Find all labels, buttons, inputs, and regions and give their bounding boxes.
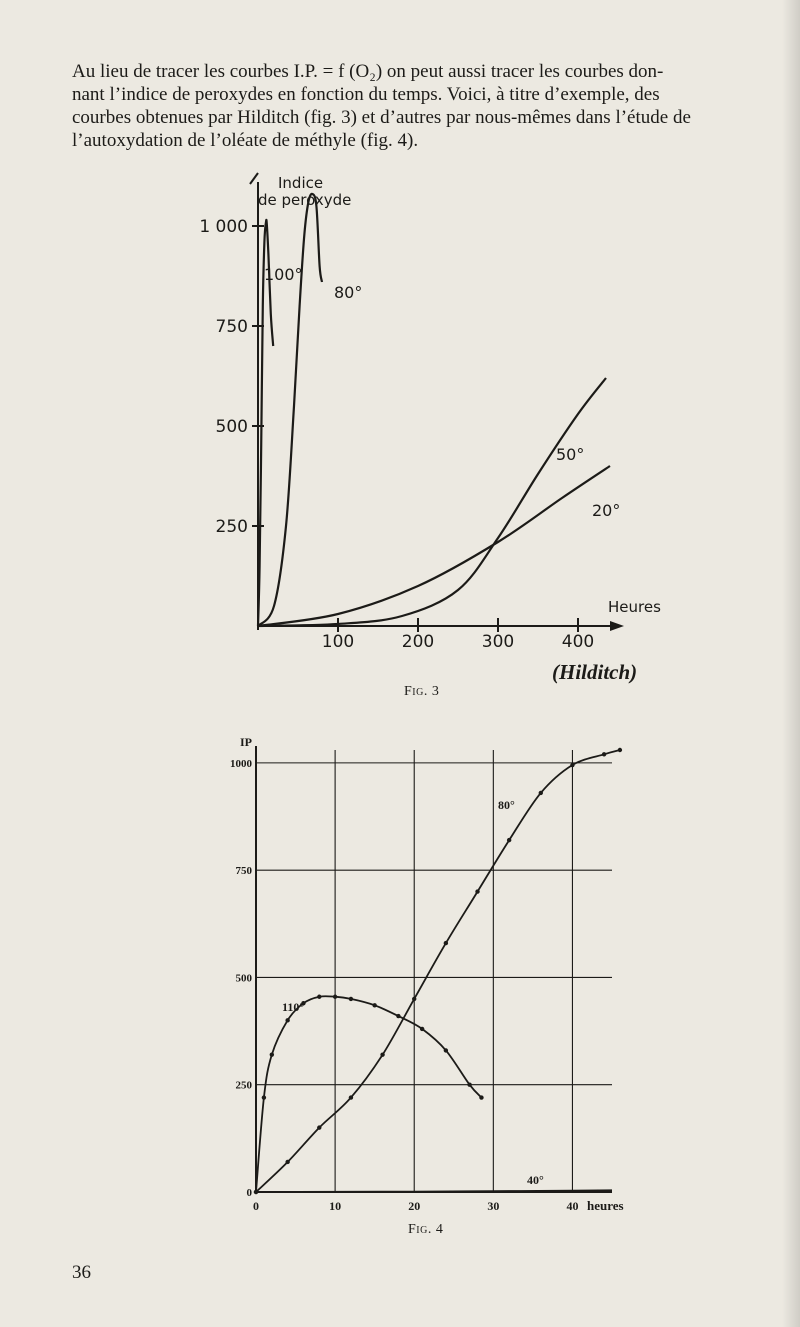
body-paragraph (72, 60, 762, 152)
x-axis-label: Heures (608, 598, 661, 616)
y-tick-label: 750 (215, 317, 248, 337)
x-tick-label: 200 (401, 632, 435, 652)
data-point (444, 941, 448, 945)
series-line-50deg (258, 378, 606, 626)
x-axis-label: heures (587, 1198, 624, 1213)
data-point (420, 1027, 424, 1031)
series-label: 110° (282, 1000, 305, 1014)
y-axis-label: de peroxyde (258, 191, 352, 209)
y-tick-label: 250 (235, 1079, 252, 1092)
y-tick-label: 1 000 (199, 217, 248, 237)
data-point (467, 1083, 471, 1087)
data-point (372, 1003, 376, 1007)
data-point (412, 997, 416, 1001)
x-tick-label: 40 (566, 1199, 579, 1213)
series-label: 40° (527, 1173, 544, 1187)
x-axis-arrow (610, 621, 624, 631)
y-tick-label: 0 (246, 1187, 252, 1199)
y-axis-label: Indice (278, 174, 324, 192)
data-point (507, 838, 511, 842)
series-line-110deg (256, 996, 482, 1192)
x-tick-label: 400 (561, 632, 595, 652)
data-point (602, 752, 606, 756)
y-tick-label: 500 (235, 972, 252, 985)
data-point (349, 997, 353, 1001)
data-point (262, 1095, 266, 1099)
y-axis-label: IP (240, 735, 252, 749)
data-point (349, 1095, 353, 1099)
data-point (618, 748, 622, 752)
figure-4-chart (0, 728, 800, 1228)
data-point (317, 995, 321, 999)
y-tick-label: 1000 (230, 757, 252, 770)
page-number: 36 (72, 1262, 91, 1283)
series-label: 100° (264, 265, 303, 284)
figure-3-caption: Fig. 3 (404, 684, 440, 699)
y-tick-label: 500 (215, 417, 248, 437)
data-point (380, 1052, 384, 1056)
figure-3-chart (0, 170, 800, 690)
paragraph-line: Au lieu de tracer les courbes I.P. = f (O₂) on peut aussi tracer les courbes don- (72, 61, 664, 82)
series-line-20deg (258, 466, 610, 626)
paragraph-line: courbes obtenues par Hilditch (fig. 3) et d’autres par nous-mêmes dans l’étude de (72, 107, 691, 128)
series-label: 80° (498, 798, 515, 812)
x-tick-label: 20 (408, 1199, 421, 1213)
y-axis-arrow (250, 173, 258, 184)
data-point (444, 1048, 448, 1052)
paragraph-line: nant l’indice de peroxydes en fonction du temps. Voici, à titre d’exemple, des (72, 84, 660, 105)
x-tick-label: 10 (329, 1199, 342, 1213)
data-point (285, 1160, 289, 1164)
data-point (479, 1095, 483, 1099)
data-point (317, 1125, 321, 1129)
figure-4-caption: Fig. 4 (408, 1222, 444, 1237)
y-tick-label: 750 (235, 865, 252, 878)
data-point (539, 791, 543, 795)
paragraph-line: l’autoxydation de l’oléate de méthyle (fig. 4). (72, 130, 419, 151)
data-point (396, 1014, 400, 1018)
x-tick-label: 300 (481, 632, 515, 652)
x-tick-label: 30 (487, 1199, 500, 1213)
x-tick-label: 100 (321, 632, 355, 652)
x-tick-label: 0 (253, 1199, 259, 1213)
source-note: (Hilditch) (552, 660, 638, 684)
series-line-80deg (256, 750, 620, 1192)
data-point (285, 1018, 289, 1022)
data-point (570, 763, 574, 767)
y-tick-label: 250 (215, 517, 248, 537)
series-label: 50° (556, 445, 585, 464)
data-point (333, 995, 337, 999)
series-label: 80° (334, 283, 363, 302)
series-label: 20° (592, 501, 621, 520)
data-point (270, 1052, 274, 1056)
data-point (475, 889, 479, 893)
